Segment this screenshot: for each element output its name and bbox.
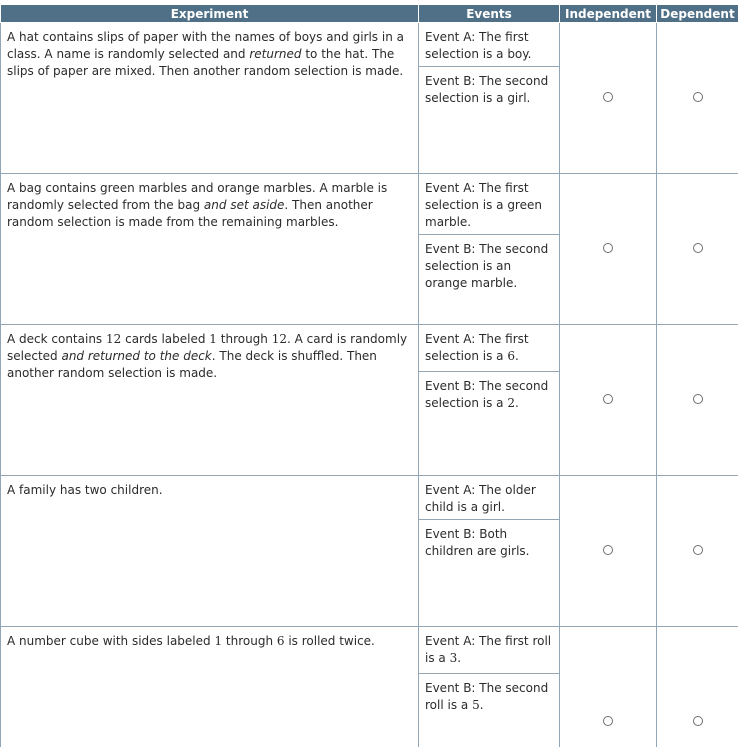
event-a — [419, 627, 559, 674]
dependent-radio[interactable] — [693, 92, 703, 102]
table-row — [1, 325, 738, 476]
text-part: . — [515, 349, 519, 363]
math-number: 12 — [106, 332, 121, 346]
independent-radio[interactable] — [603, 243, 613, 253]
independent-cell — [560, 174, 657, 325]
table-row — [1, 627, 738, 747]
independent-radio[interactable] — [603, 92, 613, 102]
header-events: Events — [419, 5, 560, 23]
events-cell — [419, 325, 560, 476]
independent-cell — [560, 325, 657, 476]
text-part: through — [222, 634, 277, 648]
text-part: A bag contains green marbles and orange marbles. A marble is randomly selected from the bag — [7, 181, 387, 212]
events-cell — [419, 476, 560, 627]
dependent-cell — [657, 627, 738, 747]
event-b: Event B: Both children are girls. — [419, 520, 559, 560]
text-part: . — [515, 396, 519, 410]
math-number: 2 — [507, 396, 515, 410]
text-part: Event A: The first selection is a — [425, 332, 529, 363]
math-number: 12 — [272, 332, 287, 346]
dependent-radio[interactable] — [693, 243, 703, 253]
experiment-text: A family has two children. — [1, 476, 418, 499]
independent-cell — [560, 627, 657, 747]
event-b — [419, 674, 559, 714]
header-independent: Independent — [560, 5, 657, 23]
text-part: . The deck is shuffled. Then another random selection is made. — [7, 349, 377, 380]
dependent-cell — [657, 325, 738, 476]
experiment-cell — [1, 627, 419, 747]
experiment-cell — [1, 174, 419, 325]
emphasis-text: and returned to the deck — [61, 349, 211, 363]
text-part: Event B: The second selection is a — [425, 379, 548, 410]
text-part: . Then another random selection is made from the remaining marbles. — [7, 198, 373, 229]
independent-radio[interactable] — [603, 394, 613, 404]
table-row — [1, 23, 738, 174]
text-part: . — [480, 698, 484, 712]
header-experiment: Experiment — [1, 5, 419, 23]
independent-cell — [560, 23, 657, 174]
emphasis-text: and set aside — [204, 198, 284, 212]
dependent-radio[interactable] — [693, 545, 703, 555]
experiment-text — [1, 627, 418, 650]
independent-radio[interactable] — [603, 716, 613, 726]
dependent-cell — [657, 174, 738, 325]
event-a — [419, 325, 559, 372]
event-a: Event A: The older child is a girl. — [419, 476, 559, 520]
header-dependent: Dependent — [657, 5, 738, 23]
events-cell — [419, 174, 560, 325]
independent-cell — [560, 476, 657, 627]
experiment-cell — [1, 476, 419, 627]
math-number: 1 — [214, 634, 222, 648]
text-part: through — [217, 332, 272, 346]
text-part: is rolled twice. — [285, 634, 375, 648]
event-a: Event A: The first selection is a boy. — [419, 23, 559, 67]
text-part: . A card is randomly selected — [7, 332, 407, 363]
events-cell — [419, 627, 560, 747]
math-number: 3 — [450, 651, 458, 665]
dependent-radio[interactable] — [693, 394, 703, 404]
text-part: A deck contains — [7, 332, 106, 346]
independent-radio[interactable] — [603, 545, 613, 555]
text-part: cards labeled — [121, 332, 209, 346]
math-number: 5 — [472, 698, 480, 712]
event-a: Event A: The first selection is a green marble. — [419, 174, 559, 235]
experiment-text — [1, 23, 418, 80]
dependent-radio[interactable] — [693, 716, 703, 726]
event-b: Event B: The second selection is an orange marble. — [419, 235, 559, 292]
math-number: 6 — [507, 349, 515, 363]
text-part: to the hat. The slips of paper are mixed. Then another random selection is made. — [7, 47, 403, 78]
math-number: 1 — [209, 332, 217, 346]
text-part: Event B: The second roll is a — [425, 681, 548, 712]
event-b: Event B: The second selection is a girl. — [419, 67, 559, 107]
experiment-cell — [1, 325, 419, 476]
experiment-cell — [1, 23, 419, 174]
dependent-cell — [657, 23, 738, 174]
independence-table — [0, 4, 738, 747]
text-part: Event A: The first roll is a — [425, 634, 551, 665]
math-number: 6 — [277, 634, 285, 648]
events-cell — [419, 23, 560, 174]
text-part: A hat contains slips of paper with the names of boys and girls in a class. A name is randomly selected and — [7, 30, 404, 61]
emphasis-text: returned — [249, 47, 301, 61]
event-b — [419, 372, 559, 412]
experiment-text — [1, 174, 418, 231]
dependent-cell — [657, 476, 738, 627]
text-part: . — [457, 651, 461, 665]
table-row — [1, 174, 738, 325]
text-part: A number cube with sides labeled — [7, 634, 214, 648]
table-row — [1, 476, 738, 627]
experiment-text — [1, 325, 418, 382]
